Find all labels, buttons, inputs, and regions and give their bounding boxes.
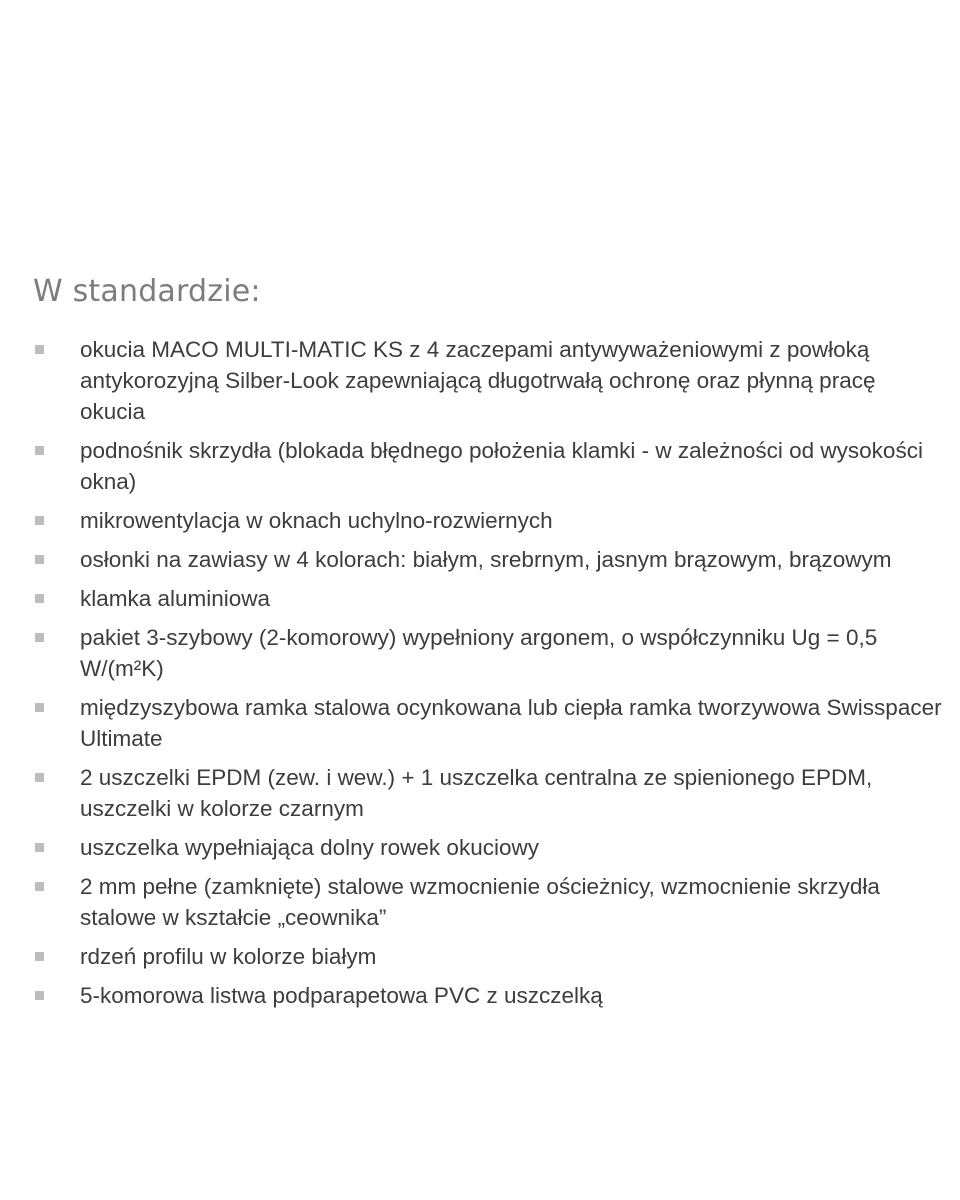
list-item-text: okucia MACO MULTI-MATIC KS z 4 zaczepami antywyważeniowymi z powłoką antykorozyjną Silber-Look zapewniającą długotrwałą ochronę oraz płynną pracę okucia <box>80 337 876 424</box>
list-item-text: klamka aluminiowa <box>80 586 271 611</box>
features-list <box>33 334 943 1011</box>
list-item <box>33 832 943 863</box>
square-bullet-icon <box>35 446 44 455</box>
list-item-text: osłonki na zawiasy w 4 kolorach: białym, srebrnym, jasnym brązowym, brązowym <box>80 547 892 572</box>
square-bullet-icon <box>35 594 44 603</box>
list-item <box>33 435 943 497</box>
square-bullet-icon <box>35 991 44 1000</box>
list-item <box>33 941 943 972</box>
list-item-text: uszczelka wypełniająca dolny rowek okuciowy <box>80 835 539 860</box>
square-bullet-icon <box>35 516 44 525</box>
square-bullet-icon <box>35 345 44 354</box>
list-item <box>33 334 943 427</box>
square-bullet-icon <box>35 952 44 961</box>
list-item <box>33 762 943 824</box>
list-item-text: 5-komorowa listwa podparapetowa PVC z uszczelką <box>80 983 603 1008</box>
square-bullet-icon <box>35 882 44 891</box>
square-bullet-icon <box>35 843 44 852</box>
section-heading: W standardzie: <box>33 274 261 309</box>
square-bullet-icon <box>35 555 44 564</box>
list-item <box>33 544 943 575</box>
square-bullet-icon <box>35 773 44 782</box>
list-item <box>33 505 943 536</box>
list-item <box>33 692 943 754</box>
standard-features-section <box>33 272 943 1019</box>
list-item-text: rdzeń profilu w kolorze białym <box>80 944 377 969</box>
list-item-text: międzyszybowa ramka stalowa ocynkowana lub ciepła ramka tworzywowa Swisspacer Ultimate <box>80 695 942 751</box>
square-bullet-icon <box>35 633 44 642</box>
square-bullet-icon <box>35 703 44 712</box>
list-item-text: 2 uszczelki EPDM (zew. i wew.) + 1 uszczelka centralna ze spienionego EPDM, uszczelki w kolorze czarnym <box>80 765 873 821</box>
list-item-text: 2 mm pełne (zamknięte) stalowe wzmocnienie ościeżnicy, wzmocnienie skrzydła stalowe w kształcie „ceownika” <box>80 874 880 930</box>
list-item-text: mikrowentylacja w oknach uchylno-rozwiernych <box>80 508 553 533</box>
list-item <box>33 583 943 614</box>
list-item <box>33 622 943 684</box>
list-item-text: podnośnik skrzydła (blokada błędnego położenia klamki - w zależności od wysokości okna) <box>80 438 923 494</box>
list-item <box>33 980 943 1011</box>
list-item <box>33 871 943 933</box>
list-item-text: pakiet 3-szybowy (2-komorowy) wypełniony argonem, o współczynniku Ug = 0,5 W/(m²K) <box>80 625 878 681</box>
